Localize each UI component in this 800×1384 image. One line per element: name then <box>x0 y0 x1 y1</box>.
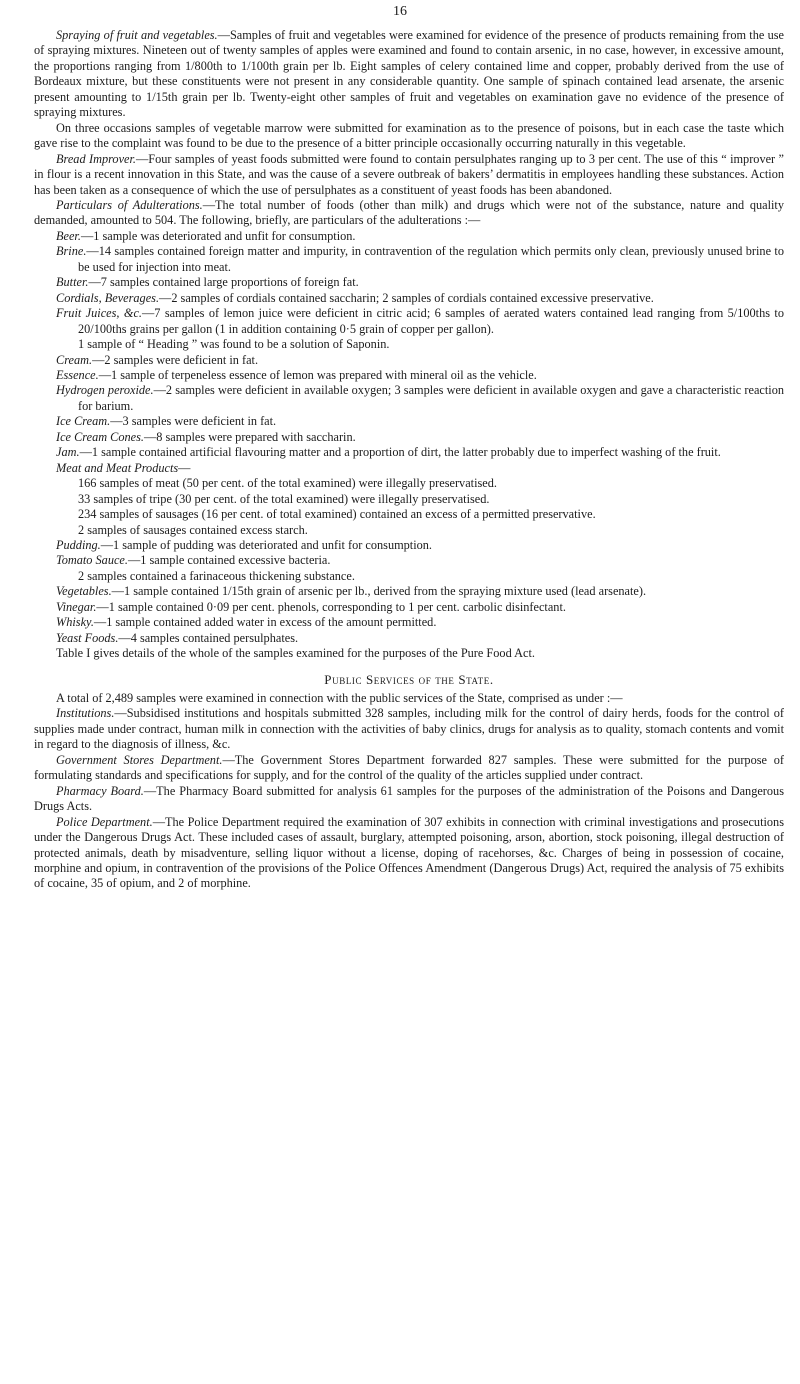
list-item: Brine.—14 samples contained foreign matter and impurity, in contravention of the regulation which permits only clean, previously unused brine to be used for injection into meat. <box>56 244 784 274</box>
list-item: Yeast Foods.—4 samples contained persulphates. <box>56 630 299 645</box>
section-heading: Public Services of the State. <box>324 671 494 687</box>
list-item: Vegetables.—1 sample contained 1/15th grain of arsenic per lb., derived from the spraying mixture used (lead arsenate). <box>56 584 647 599</box>
list-item: Cream.—2 samples were deficient in fat. <box>56 352 259 367</box>
list-subitem: 166 samples of meat (50 per cent. of the total examined) were illegally preservatised. <box>78 476 497 491</box>
list-item: Hydrogen peroxide.—2 samples were deficient in available oxygen; 3 samples were deficient in available oxygen and gave a characteristic reaction for barium. <box>56 383 784 413</box>
list-subitem: 33 samples of tripe (30 per cent. of the total examined) were illegally preservatised. <box>78 491 490 506</box>
heading-particulars: Particulars of Adulterations. <box>56 197 203 212</box>
paragraph-bread-improver: Bread Improver.—Four samples of yeast foods submitted were found to contain persulphates ranging up to 3 per cent. The use of this “ improver ” in flour is a recent innovation in this State, and was the cause of a severe outbreak of bakers’ dermatitis in employees handling these substances. Action has been taken as a consequence of which the use of persulphates as a constituent of yeast foods has been abandoned. <box>34 151 784 197</box>
list-item: Beer.—1 sample was deteriorated and unfit for consumption. <box>56 228 356 243</box>
table-note: Table I gives details of the whole of the samples examined for the purposes of the Pure Food Act. <box>56 646 535 661</box>
paragraph-pharmacy-board: Pharmacy Board.—The Pharmacy Board submitted for analysis 61 samples for the purposes of the administration of the Poisons and Dangerous Drugs Acts. <box>34 783 784 814</box>
list-item: Ice Cream Cones.—8 samples were prepared with saccharin. <box>56 429 356 444</box>
section-intro: A total of 2,489 samples were examined in connection with the public services of the State, comprised as under :— <box>56 691 623 706</box>
list-item: Essence.—1 sample of terpeneless essence of lemon was prepared with mineral oil as the vehicle. <box>56 367 537 382</box>
list-subitem: 2 samples of sausages contained excess starch. <box>78 522 308 537</box>
list-subitem: 1 sample of “ Heading ” was found to be a solution of Saponin. <box>78 337 390 352</box>
list-subitem: 2 samples contained a farinaceous thickening substance. <box>78 568 355 583</box>
list-item: Pudding.—1 sample of pudding was deteriorated and unfit for consumption. <box>56 537 433 552</box>
list-item: Tomato Sauce.—1 sample contained excessive bacteria. <box>56 553 331 568</box>
body-text <box>34 28 784 892</box>
page-number: 16 <box>393 4 407 19</box>
paragraph-government-stores: Government Stores Department.—The Government Stores Department forwarded 827 samples. These were submitted for the purpose of formulating standards and specifications for supply, and for the control of the quality of the articles supplied under contract. <box>34 752 784 783</box>
paragraph-police: Police Department.—The Police Department required the examination of 307 exhibits in connection with criminal investigations and prosecutions under the Dangerous Drugs Act. These included cases of assault, burglary, attempted poisoning, arson, abortion, stock poisoning, illegal destruction of protected animals, death by misadventure, selling liquor without a license, doping of racehorses, &c. Charges of being in possession of cocaine, morphine and opium, in contravention of the provisions of the Police Offences Amendment (Dangerous Drugs) Act, required the analysis of 75 exhibits of cocaine, 35 of opium, and 2 of morphine. <box>34 814 784 891</box>
paragraph-marrow: On three occasions samples of vegetable marrow were submitted for examination as to the presence of poisons, but in each case the taste which gave rise to the complaint was found to be due to the presence of a bitter principle occasionally occurring naturally in this vegetable. <box>34 120 784 151</box>
heading-spraying: Spraying of fruit and vegetables. <box>56 28 218 42</box>
list-item: Jam.—1 sample contained artificial flavouring matter and a proportion of dirt, the latter probably due to imperfect washing of the fruit. <box>56 445 721 460</box>
adulterations-list <box>34 229 784 646</box>
list-item: Whisky.—1 sample contained added water in excess of the amount permitted. <box>56 615 437 630</box>
list-subitem: 234 samples of sausages (16 per cent. of total examined) contained an excess of a permitted preservative. <box>78 507 596 522</box>
heading-bread-improver: Bread Improver. <box>56 151 136 166</box>
list-item: Meat and Meat Products— <box>56 460 191 475</box>
list-item: Ice Cream.—3 samples were deficient in fat. <box>56 414 277 429</box>
list-item: Vinegar.—1 sample contained 0·09 per cent. phenols, corresponding to 1 per cent. carbolic disinfectant. <box>56 599 566 614</box>
list-item: Butter.—7 samples contained large proportions of foreign fat. <box>56 275 359 290</box>
list-item: Cordials, Beverages.—2 samples of cordials contained saccharin; 2 samples of cordials contained excessive preservative. <box>56 290 654 305</box>
paragraph-particulars: Particulars of Adulterations.—The total number of foods (other than milk) and drugs which were not of the substance, nature and quality demanded, amounted to 504. The following, briefly, are particulars of the adulterations :— <box>34 197 784 228</box>
paragraph-institutions: Institutions.—Subsidised institutions and hospitals submitted 328 samples, including milk for the control of dairy herds, foods for the control of supplies made under contract, human milk in connection with the activities of baby clinics, drugs for analysis as to quality, stomach contents and vomit in regard to the diagnosis of illness, &c. <box>34 706 784 752</box>
paragraph-spraying: Spraying of fruit and vegetables.—Samples of fruit and vegetables were examined for evidence of the presence of products remaining from the use of spraying mixtures. Nineteen out of twenty samples of apples were examined and found to contain arsenic, in no case, however, in excessive amount, the proportions ranging from 1/800th to 1/100th grain per lb. Eight samples of celery contained lime and copper, probably derived from the use of Bordeaux mixture, but these constituents were not present in any considerable quantity. One sample of spinach contained lead arsenate, the arsenic present amounting to 1/15th grain per lb. Twenty-eight other samples of fruit and vegetables on examination gave no evidence of the presence of spraying mixtures. <box>34 28 784 120</box>
list-item: Fruit Juices, &c.—7 samples of lemon juice were deficient in citric acid; 6 samples of aerated waters contained lead ranging from 5/100ths to 20/100ths grains per gallon (1 in addition containing 0·5 grain of copper per gallon). <box>56 306 784 336</box>
